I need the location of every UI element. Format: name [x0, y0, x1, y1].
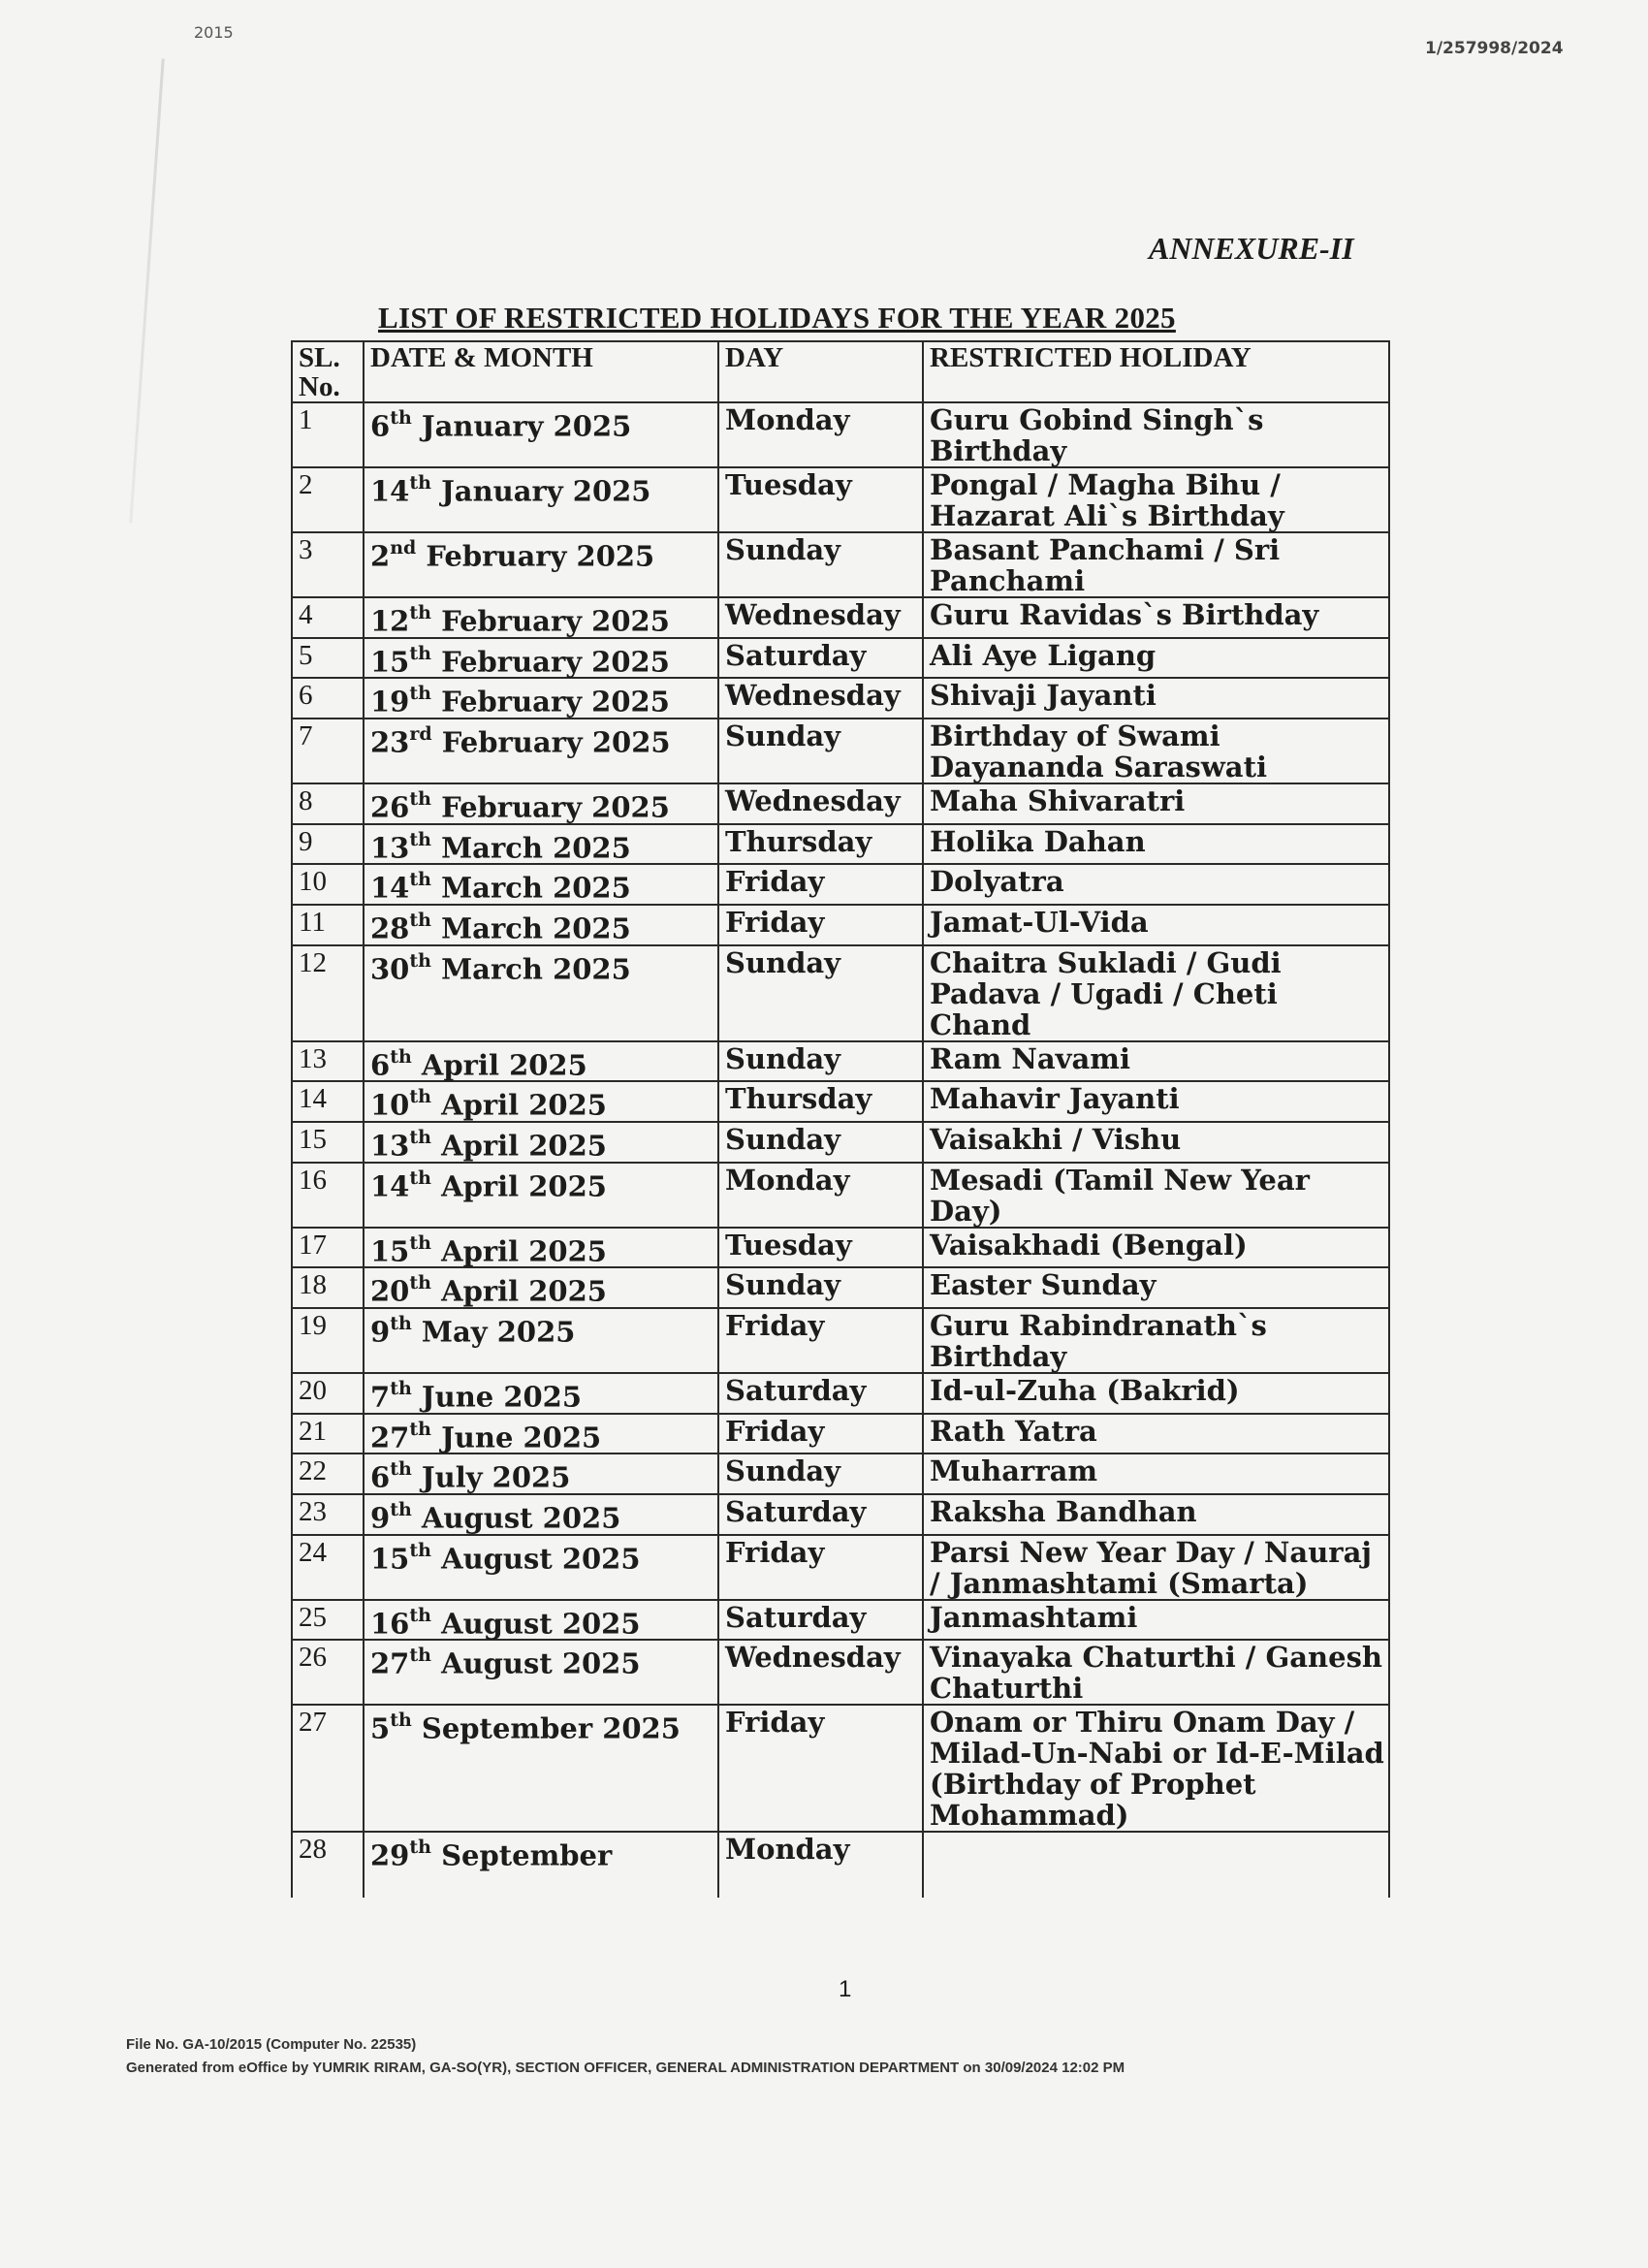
page-number: 1 [839, 1976, 852, 2002]
date-cell [364, 467, 718, 532]
date-day-number: 16 [370, 1607, 410, 1641]
holiday-name-cell: Pongal / Magha Bihu / Hazarat Ali`s Birthday [923, 467, 1389, 532]
holiday-name-cell: Basant Panchami / Sri Panchami [923, 532, 1389, 597]
sl-number-cell: 18 [292, 1267, 364, 1308]
weekday-cell: Wednesday [718, 678, 923, 719]
date-cell [364, 1081, 718, 1122]
weekday-cell: Monday [718, 402, 923, 467]
sl-number-cell: 7 [292, 719, 364, 783]
date-month-year: April 2025 [441, 1234, 607, 1268]
date-month-year: February 2025 [441, 685, 670, 719]
column-header-sl: SL. No. [292, 341, 364, 402]
sl-number-cell: 20 [292, 1373, 364, 1414]
date-day-number: 12 [370, 604, 410, 638]
weekday-cell: Sunday [718, 532, 923, 597]
date-ordinal-suffix: th [390, 1312, 412, 1334]
weekday-cell: Saturday [718, 1494, 923, 1535]
date-cell [364, 719, 718, 783]
holiday-name-cell: Shivaji Jayanti [923, 678, 1389, 719]
date-month-year: June 2025 [421, 1380, 583, 1414]
date-day-number: 15 [370, 1234, 410, 1268]
date-day-number: 6 [370, 409, 391, 443]
holiday-name-cell: Guru Ravidas`s Birthday [923, 597, 1389, 638]
date-day-number: 7 [370, 1380, 391, 1414]
date-cell [364, 1414, 718, 1454]
date-day-number: 13 [370, 1129, 410, 1163]
table-row [292, 1535, 1389, 1600]
date-ordinal-suffix: th [409, 642, 431, 664]
date-ordinal-suffix: th [409, 1604, 431, 1626]
table-row [292, 1122, 1389, 1163]
weekday-cell: Friday [718, 1535, 923, 1600]
date-day-number: 5 [370, 1711, 391, 1745]
date-ordinal-suffix: th [409, 1166, 431, 1189]
date-cell [364, 638, 718, 679]
weekday-cell: Sunday [718, 945, 923, 1041]
date-day-number: 14 [370, 474, 410, 508]
holiday-name-cell: Rath Yatra [923, 1414, 1389, 1454]
table-row [292, 1308, 1389, 1373]
weekday-cell: Wednesday [718, 783, 923, 824]
date-month-year: April 2025 [441, 1169, 607, 1203]
date-month-year: February 2025 [441, 604, 670, 638]
weekday-cell: Sunday [718, 1267, 923, 1308]
sl-number-cell: 22 [292, 1453, 364, 1494]
weekday-cell: Monday [718, 1832, 923, 1898]
holiday-name-cell: Easter Sunday [923, 1267, 1389, 1308]
table-row [292, 402, 1389, 467]
holiday-name-cell: Holika Dahan [923, 824, 1389, 865]
date-ordinal-suffix: nd [390, 537, 417, 559]
sl-number-cell: 3 [292, 532, 364, 597]
sl-number-cell: 6 [292, 678, 364, 719]
date-cell [364, 1453, 718, 1494]
date-day-number: 9 [370, 1315, 391, 1349]
sl-number-cell: 4 [292, 597, 364, 638]
date-day-number: 20 [370, 1274, 410, 1308]
holiday-name-cell: Ram Navami [923, 1041, 1389, 1082]
weekday-cell: Monday [718, 1163, 923, 1228]
holiday-name-cell: Janmashtami [923, 1600, 1389, 1641]
date-day-number: 14 [370, 1169, 410, 1203]
table-row [292, 678, 1389, 719]
date-day-number: 26 [370, 790, 410, 824]
sl-number-cell: 19 [292, 1308, 364, 1373]
date-month-year: August 2025 [421, 1501, 621, 1535]
date-month-year: March 2025 [441, 911, 631, 945]
holiday-name-cell: Dolyatra [923, 864, 1389, 905]
weekday-cell: Friday [718, 905, 923, 945]
table-row [292, 945, 1389, 1041]
table-header-row [292, 341, 1389, 402]
date-cell [364, 905, 718, 945]
date-month-year: January 2025 [421, 409, 632, 443]
weekday-cell: Saturday [718, 638, 923, 679]
date-day-number: 10 [370, 1088, 410, 1122]
date-cell [364, 1494, 718, 1535]
date-ordinal-suffix: th [409, 1231, 431, 1254]
table-row [292, 1640, 1389, 1705]
date-month-year: August 2025 [441, 1646, 641, 1680]
weekday-cell: Friday [718, 864, 923, 905]
holiday-name-cell: Mesadi (Tamil New Year Day) [923, 1163, 1389, 1228]
date-ordinal-suffix: th [409, 683, 431, 705]
table-row [292, 1267, 1389, 1308]
holiday-name-cell: Mahavir Jayanti [923, 1081, 1389, 1122]
date-day-number: 2 [370, 539, 391, 573]
date-ordinal-suffix: th [390, 1498, 412, 1520]
sl-number-cell: 10 [292, 864, 364, 905]
date-month-year: March 2025 [441, 871, 631, 905]
weekday-cell: Saturday [718, 1600, 923, 1641]
table-row [292, 638, 1389, 679]
table-body [292, 402, 1389, 1898]
weekday-cell: Tuesday [718, 1228, 923, 1268]
holiday-name-cell: Raksha Bandhan [923, 1494, 1389, 1535]
sl-number-cell: 21 [292, 1414, 364, 1454]
sl-number-cell: 1 [292, 402, 364, 467]
date-ordinal-suffix: th [409, 472, 431, 494]
holiday-name-cell: Vaisakhadi (Bengal) [923, 1228, 1389, 1268]
date-month-year: April 2025 [441, 1088, 607, 1122]
holiday-name-cell: Vinayaka Chaturthi / Ganesh Chaturthi [923, 1640, 1389, 1705]
date-day-number: 6 [370, 1048, 391, 1082]
holiday-name-cell: Birthday of Swami Dayananda Saraswati [923, 719, 1389, 783]
sl-number-cell: 11 [292, 905, 364, 945]
date-day-number: 6 [370, 1460, 391, 1494]
date-cell [364, 824, 718, 865]
date-day-number: 29 [370, 1838, 410, 1872]
table-row [292, 532, 1389, 597]
weekday-cell: Thursday [718, 824, 923, 865]
file-number-line: File No. GA-10/2015 (Computer No. 22535) [126, 2036, 417, 2053]
sl-number-cell: 2 [292, 467, 364, 532]
table-row [292, 864, 1389, 905]
holiday-name-cell: Maha Shivaratri [923, 783, 1389, 824]
date-ordinal-suffix: th [409, 1086, 431, 1108]
date-ordinal-suffix: th [409, 1272, 431, 1294]
date-cell [364, 1267, 718, 1308]
date-month-year: August 2025 [441, 1542, 641, 1576]
table-row [292, 1228, 1389, 1268]
date-ordinal-suffix: th [409, 1837, 431, 1859]
holiday-name-cell: Muharram [923, 1453, 1389, 1494]
generated-by-line: Generated from eOffice by YUMRIK RIRAM, GA-SO(YR), SECTION OFFICER, GENERAL ADMINISTRATION DEPARTMENT on 30/09/2024 12:02 PM [126, 2060, 1125, 2076]
table-row [292, 1373, 1389, 1414]
weekday-cell: Wednesday [718, 1640, 923, 1705]
weekday-cell: Friday [718, 1705, 923, 1832]
document-reference-number: 1/257998/2024 [1425, 39, 1564, 58]
date-ordinal-suffix: th [409, 787, 431, 810]
date-month-year: April 2025 [441, 1274, 607, 1308]
column-header-day: DAY [718, 341, 923, 402]
table-row [292, 1600, 1389, 1641]
date-day-number: 15 [370, 1542, 410, 1576]
table-row [292, 1163, 1389, 1228]
table-row [292, 1453, 1389, 1494]
column-header-holiday: RESTRICTED HOLIDAY [923, 341, 1389, 402]
table-row [292, 1832, 1389, 1898]
sl-number-cell: 25 [292, 1600, 364, 1641]
sl-number-cell: 24 [292, 1535, 364, 1600]
table-row [292, 905, 1389, 945]
date-month-year: March 2025 [441, 952, 631, 986]
date-cell [364, 864, 718, 905]
date-month-year: September [441, 1838, 613, 1872]
date-cell [364, 1122, 718, 1163]
table-row [292, 597, 1389, 638]
date-ordinal-suffix: th [409, 949, 431, 972]
scan-edge-mark [129, 58, 164, 523]
sl-number-cell: 13 [292, 1041, 364, 1082]
date-month-year: March 2025 [441, 831, 631, 865]
table-row [292, 1414, 1389, 1454]
holiday-name-cell: Onam or Thiru Onam Day / Milad-Un-Nabi or Id-E-Milad (Birthday of Prophet Mohammad) [923, 1705, 1389, 1832]
column-header-date: DATE & MONTH [364, 341, 718, 402]
sl-number-cell: 23 [292, 1494, 364, 1535]
sl-number-cell: 28 [292, 1832, 364, 1898]
date-cell [364, 1705, 718, 1832]
date-day-number: 19 [370, 685, 410, 719]
date-day-number: 27 [370, 1646, 410, 1680]
date-cell [364, 678, 718, 719]
weekday-cell: Sunday [718, 1453, 923, 1494]
date-cell [364, 1640, 718, 1705]
date-month-year: February 2025 [441, 725, 671, 759]
restricted-holidays-table [291, 340, 1390, 1898]
table-row [292, 1081, 1389, 1122]
weekday-cell: Sunday [718, 1122, 923, 1163]
date-cell [364, 1228, 718, 1268]
date-cell [364, 532, 718, 597]
date-ordinal-suffix: th [409, 828, 431, 850]
date-month-year: April 2025 [421, 1048, 587, 1082]
weekday-cell: Sunday [718, 1041, 923, 1082]
date-cell [364, 1308, 718, 1373]
date-month-year: April 2025 [441, 1129, 607, 1163]
holiday-name-cell: Guru Gobind Singh`s Birthday [923, 402, 1389, 467]
annexure-label: ANNEXURE-II [1149, 231, 1354, 266]
date-ordinal-suffix: th [409, 909, 431, 931]
date-cell [364, 1163, 718, 1228]
date-ordinal-suffix: th [390, 1458, 412, 1481]
holiday-name-cell: Vaisakhi / Vishu [923, 1122, 1389, 1163]
sl-number-cell: 5 [292, 638, 364, 679]
date-day-number: 28 [370, 911, 410, 945]
date-ordinal-suffix: th [409, 1418, 431, 1440]
holiday-name-cell: Chaitra Sukladi / Gudi Padava / Ugadi / Cheti Chand [923, 945, 1389, 1041]
date-ordinal-suffix: th [390, 1709, 412, 1732]
table-row [292, 783, 1389, 824]
sl-number-cell: 26 [292, 1640, 364, 1705]
date-cell [364, 1600, 718, 1641]
date-day-number: 13 [370, 831, 410, 865]
date-day-number: 15 [370, 645, 410, 679]
date-ordinal-suffix: th [409, 869, 431, 891]
sl-number-cell: 12 [292, 945, 364, 1041]
weekday-cell: Wednesday [718, 597, 923, 638]
date-month-year: February 2025 [441, 790, 670, 824]
date-month-year: May 2025 [421, 1315, 576, 1349]
date-ordinal-suffix: th [409, 602, 431, 623]
date-month-year: February 2025 [426, 539, 655, 573]
date-cell [364, 1535, 718, 1600]
date-cell [364, 783, 718, 824]
date-ordinal-suffix: th [409, 1645, 431, 1667]
date-cell [364, 945, 718, 1041]
date-month-year: February 2025 [441, 645, 670, 679]
date-ordinal-suffix: th [390, 1045, 412, 1068]
table-row [292, 719, 1389, 783]
date-ordinal-suffix: rd [409, 722, 432, 745]
weekday-cell: Friday [718, 1414, 923, 1454]
sl-number-cell: 17 [292, 1228, 364, 1268]
date-cell [364, 1832, 718, 1898]
date-ordinal-suffix: th [409, 1126, 431, 1148]
table-row [292, 824, 1389, 865]
holiday-name-cell: Guru Rabindranath`s Birthday [923, 1308, 1389, 1373]
date-month-year: January 2025 [441, 474, 651, 508]
sl-number-cell: 9 [292, 824, 364, 865]
date-day-number: 14 [370, 871, 410, 905]
holiday-name-cell: Id-ul-Zuha (Bakrid) [923, 1373, 1389, 1414]
sl-number-cell: 16 [292, 1163, 364, 1228]
table-row [292, 1705, 1389, 1832]
weekday-cell: Sunday [718, 719, 923, 783]
corner-year-fragment: 2015 [194, 23, 234, 42]
date-month-year: September 2025 [421, 1711, 681, 1745]
document-title: LIST OF RESTRICTED HOLIDAYS FOR THE YEAR 2025 [378, 301, 1176, 335]
date-cell [364, 597, 718, 638]
holiday-name-cell [923, 1832, 1389, 1898]
date-month-year: June 2025 [441, 1421, 602, 1454]
table-row [292, 467, 1389, 532]
date-ordinal-suffix: th [409, 1539, 431, 1561]
holiday-name-cell: Parsi New Year Day / Nauraj / Janmashtami (Smarta) [923, 1535, 1389, 1600]
weekday-cell: Friday [718, 1308, 923, 1373]
date-cell [364, 1373, 718, 1414]
date-month-year: July 2025 [421, 1460, 571, 1494]
sl-number-cell: 14 [292, 1081, 364, 1122]
date-day-number: 9 [370, 1501, 391, 1535]
table-row [292, 1041, 1389, 1082]
date-cell [364, 402, 718, 467]
weekday-cell: Thursday [718, 1081, 923, 1122]
holiday-name-cell: Jamat-Ul-Vida [923, 905, 1389, 945]
weekday-cell: Saturday [718, 1373, 923, 1414]
weekday-cell: Tuesday [718, 467, 923, 532]
date-cell [364, 1041, 718, 1082]
date-ordinal-suffix: th [390, 407, 412, 429]
sl-number-cell: 8 [292, 783, 364, 824]
date-month-year: August 2025 [441, 1607, 641, 1641]
holiday-name-cell: Ali Aye Ligang [923, 638, 1389, 679]
date-day-number: 27 [370, 1421, 410, 1454]
table-row [292, 1494, 1389, 1535]
date-day-number: 23 [370, 725, 410, 759]
date-ordinal-suffix: th [390, 1377, 412, 1399]
sl-number-cell: 27 [292, 1705, 364, 1832]
sl-number-cell: 15 [292, 1122, 364, 1163]
date-day-number: 30 [370, 952, 410, 986]
